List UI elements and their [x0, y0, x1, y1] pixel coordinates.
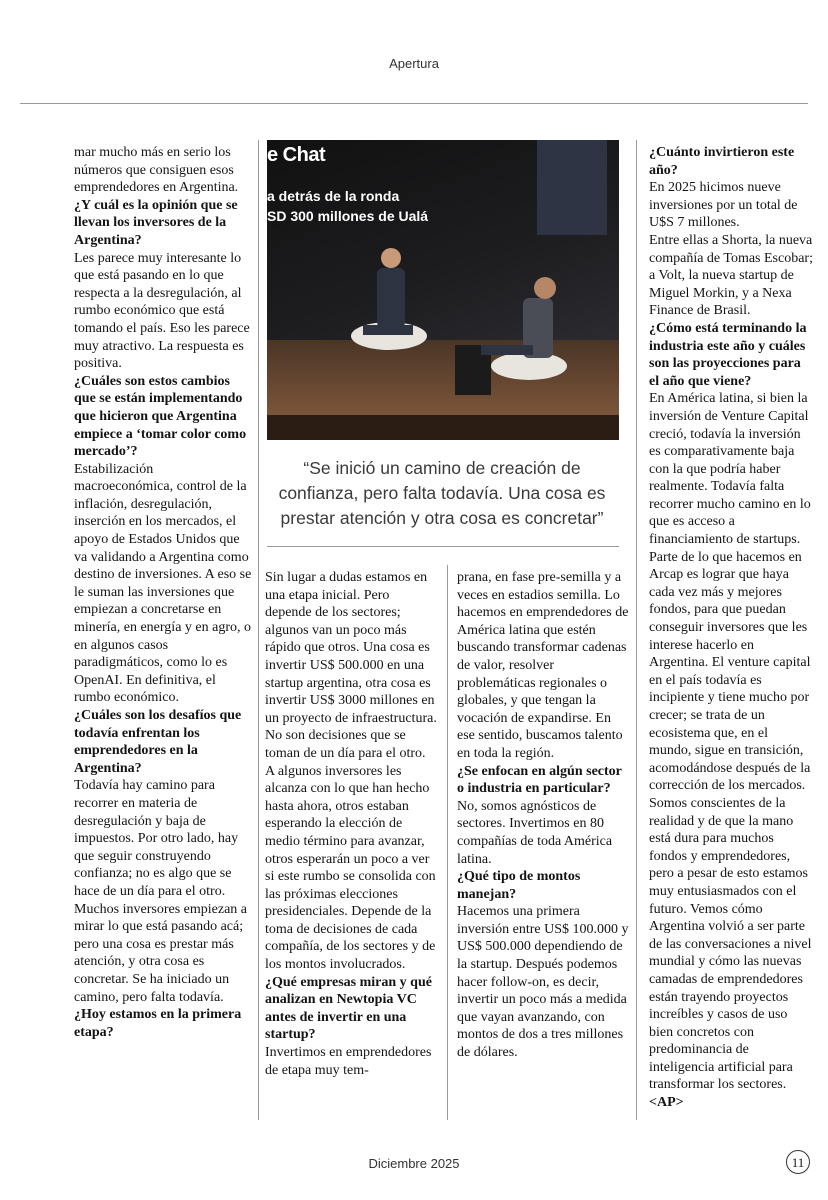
- screen-title: e Chat: [267, 144, 326, 166]
- speakers-illustration: [267, 140, 619, 440]
- answer-paragraph: En 2025 hicimos nueve inversiones por un total de U$S 7 millones.: [649, 180, 798, 231]
- event-photo: [267, 140, 619, 440]
- answer-paragraph: Entre ellas a Shorta, la nueva compañía de Tomas Escobar; a Volt, la nueva startup de Miguel Morkin, y a Nexa Finance de Brasil.: [649, 232, 813, 319]
- answer-paragraph: Sin lugar a dudas estamos en una etapa inicial. Pero depende de los sectores; algunos van un poco más rápido que otros. Una cosa es invertir US$ 500.000 en una startup argentina, otra cosa es invertir US$ 3000 millones en un proyecto de infraestructura. No son decisiones que se toman de un día para el otro. A algunos inversores les alcanza con lo que han hecho hasta ahora, otros estaban esperando la elección de medio término para avanzar, otros esperarán un poco a ver si este rumbo se consolida con las próximas elecciones presidenciales. Depende de la toma de decisiones de cada compañía, de los sectores y de los montos involucrados.: [265, 570, 437, 973]
- question-paragraph: ¿Qué empresas miran y qué analizan en Newtopia VC antes de invertir en una startup?: [265, 974, 432, 1043]
- question-paragraph: ¿Cuáles son estos cambios que se están implementando que hicieron que Argentina empiece a ‘tomar color como mercado’?: [74, 373, 247, 460]
- article-column-1: [74, 144, 252, 1119]
- article-column-4: [649, 144, 813, 1119]
- question-paragraph: ¿Cuáles son los desafíos que todavía enfrentan los emprendedores en la Argentina?: [74, 708, 242, 776]
- left-speaker-legs: [363, 325, 413, 335]
- answer-paragraph: No, somos agnósticos de sectores. Invertimos en 80 compañías de toda América latina.: [457, 798, 613, 867]
- answer-paragraph: Hacemos una primera inversión entre US$ 100.000 y US$ 500.000 dependiendo de la startup. Después podemos hacer follow-on, es decir, invertir un poco más a medida que vayan avanzando, con montos de dos a tres millones de dólares.: [457, 904, 629, 1061]
- left-speaker-body: [377, 268, 405, 328]
- question-paragraph: ¿Qué tipo de montos manejan?: [457, 869, 581, 902]
- column-divider-2: [447, 565, 448, 1120]
- pull-quote-divider: [267, 546, 619, 547]
- question-paragraph: ¿Cuánto invirtieron este año?: [649, 145, 795, 178]
- answer-paragraph: Todavía hay camino para recorrer en materia de desregulación y baja de impuestos. Por otro lado, hay que seguir construyendo confianza; no es algo que se hace de un día para el otro. Muchos inversores empiezan a mirar lo que está pasando acá; pero una cosa es prestar más atención, y otra cosa es concretar. Se ha iniciado un camino, pero falta todavía.: [74, 778, 247, 1005]
- right-speaker-legs: [481, 345, 533, 355]
- column-divider-1: [258, 140, 259, 1120]
- question-paragraph: ¿Se enfocan en algún sector o industria en particular?: [457, 763, 622, 797]
- answer-paragraph: Invertimos en emprendedores de etapa muy tem-: [265, 1045, 432, 1078]
- section-header: Apertura: [389, 56, 439, 71]
- screen-subtitle-line-1: a detrás de la ronda: [267, 188, 400, 204]
- answer-paragraph: Les parece muy interesante lo que está pasando en lo que respecta a la desregulación, al rumbo económico que está tomando el país. Eso les parece muy atractivo. La respuesta es positiva.: [74, 250, 250, 372]
- screen-subtitle-line-2: SD 300 millones de Ualá: [267, 208, 429, 224]
- answer-paragraph: Estabilización macroeconómica, control de la inflación, desregulación, inserción en los mercados, el apoyo de Estados Unidos que va validando a Argentina como destino de inversiones. A eso se le suman las inversiones que empiezan a concretarse en minería, en energía y en agro, o en algunos casos paradigmáticos, como lo es OpenAI. En definitiva, el rumbo económico.: [74, 461, 252, 706]
- question-paragraph: ¿Hoy estamos en la primera etapa?: [74, 1007, 242, 1040]
- footer-date: Diciembre 2025: [368, 1156, 460, 1171]
- column-divider-3: [636, 140, 637, 1120]
- page-number: 11: [786, 1150, 810, 1174]
- question-paragraph: ¿Cómo está terminando la industria este año y cuáles son las proyecciones para el año que viene?: [649, 320, 807, 389]
- right-speaker-head: [534, 277, 556, 299]
- answer-paragraph: prana, en fase pre-semilla y a veces en estadios semilla. Lo hacemos en emprendedores de América latina que estén buscando transformar cadenas de valor, resolver problemáticas regionales o globales, y que tengan la vocación de expandirse. En ese sentido, buscamos talento en toda la región.: [457, 570, 629, 761]
- header-divider: [20, 103, 808, 104]
- question-paragraph: ¿Y cuál es la opinión que se llevan los inversores de la Argentina?: [74, 197, 238, 248]
- standing-person-figure: [537, 140, 607, 235]
- answer-paragraph: mar mucho más en serio los números que consiguen esos emprendedores en Argentina.: [74, 145, 239, 196]
- question-paragraph: <AP>: [649, 1095, 684, 1111]
- pull-quote: “Se inició un camino de creación de confianza, pero falta todavía. Una cosa es prestar atención y otra cosa es concretar”: [278, 458, 606, 528]
- left-speaker-head: [381, 248, 401, 268]
- article-column-3: [457, 569, 629, 1121]
- answer-paragraph: En América latina, si bien la inversión de Venture Capital creció, todavía la inversión es comparativamente baja con la que podría haber realmente. Todavía falta recorrer mucho camino en lo que es acceso a financiamiento de startups. Parte de lo que hacemos en Arcap es lograr que haya cada vez más y mejores fondos, para que puedan conseguir inversores que les interese hacerlo en Argentina. El venture capital en el país todavía es incipiente y tiene mucho por crecer; se trata de un ecosistema que, en el mundo, sigue en transición, acomodándose después de la corrección de los mercados. Somos conscientes de la realidad y de que la mano está dura para muchos fondos y emprendedores, pero a pesar de esto estamos muy entusiasmados con el futuro. Vemos cómo Argentina volvió a ser parte de las conversaciones a nivel mundial y cómo las nuevas camadas de emprendedores están trayendo proyectos increíbles y casos de uso bien concretos con predominancia de inteligencia artificial para transformar los sectores.: [649, 391, 812, 1093]
- article-column-2: [265, 569, 437, 1121]
